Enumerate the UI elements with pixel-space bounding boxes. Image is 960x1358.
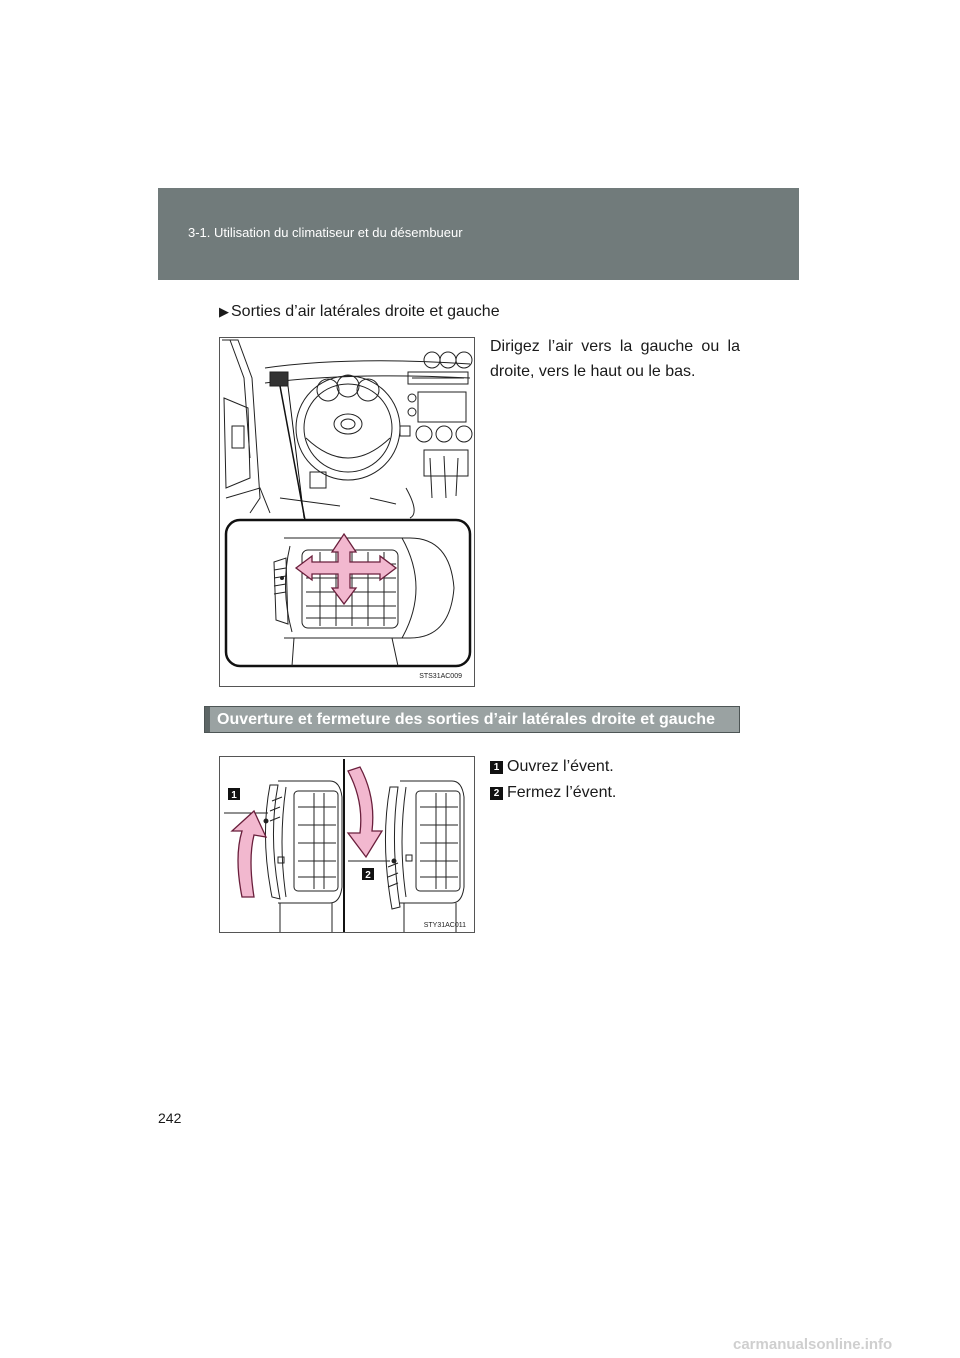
page-number: 242 xyxy=(158,1110,182,1126)
intro-paragraph: Dirigez l’air vers la gauche ou la droite, vers le haut ou le bas. xyxy=(490,338,740,380)
rotate-up-arrow-icon xyxy=(232,811,266,897)
step-text: Fermez l’évent. xyxy=(507,784,617,801)
vent-open-close-figure xyxy=(219,756,475,933)
watermark[interactable]: carmanualsonline.info xyxy=(733,1336,893,1353)
bullet-heading xyxy=(219,303,500,321)
triangle-bullet-icon: ▶ xyxy=(219,304,229,319)
step-number-badge: 2 xyxy=(490,787,503,800)
step-text: Ouvrez l’évent. xyxy=(507,758,614,775)
step-item xyxy=(490,754,616,780)
figure2-label-1: 1 xyxy=(231,790,237,801)
section-bar xyxy=(204,706,740,733)
chapter-header xyxy=(158,188,799,280)
vent-illustration xyxy=(220,757,474,932)
bullet-heading-text: Sorties d’air latérales droite et gauche xyxy=(231,303,500,320)
figure2-code: STY31AC011 xyxy=(423,922,466,929)
rotate-down-arrow-icon xyxy=(348,767,382,857)
step-number-badge: 1 xyxy=(490,761,503,774)
step-item xyxy=(490,780,616,806)
step-list xyxy=(490,754,616,806)
chapter-title: 3-1. Utilisation du climatiseur et du désembueur xyxy=(188,225,463,240)
figure1-code: STS31AC009 xyxy=(419,673,462,680)
dashboard-vent-figure xyxy=(219,337,475,687)
section-title: Ouverture et fermeture des sorties d’air latérales droite et gauche xyxy=(217,711,715,728)
dashboard-illustration xyxy=(220,338,474,686)
figure2-label-2: 2 xyxy=(365,870,371,881)
